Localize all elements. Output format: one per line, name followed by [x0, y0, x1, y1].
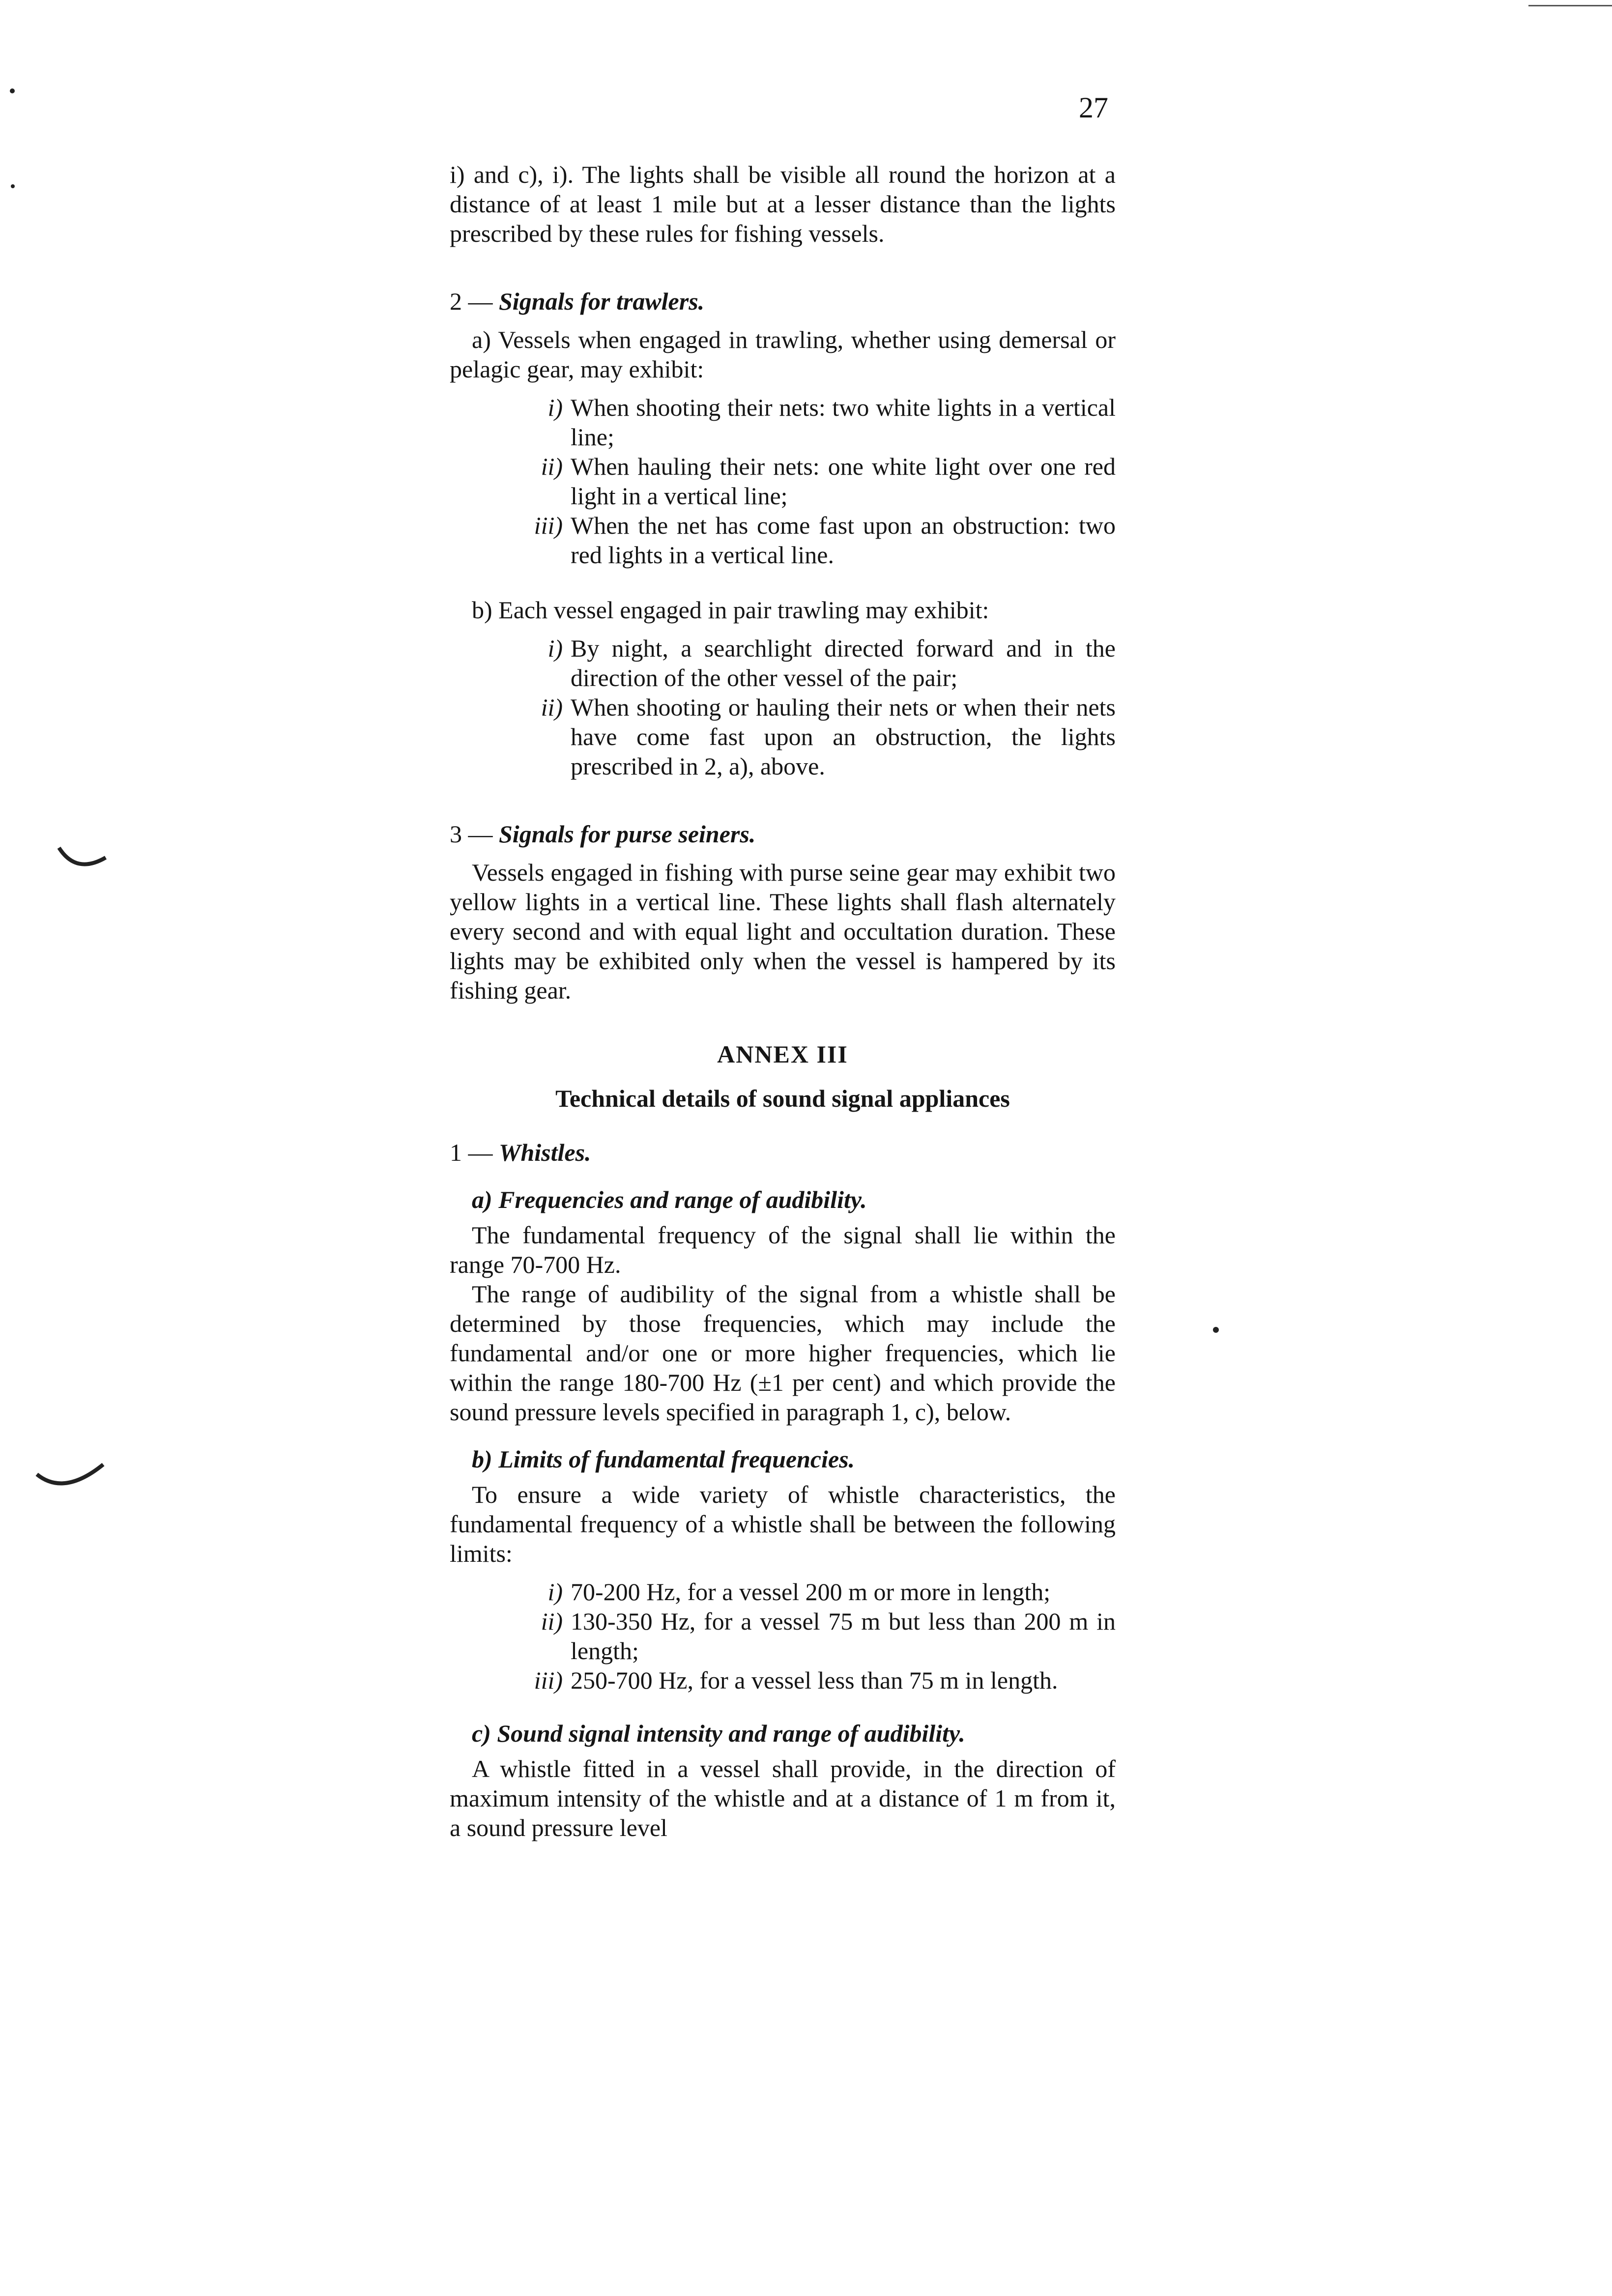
section-2b-text: b) Each vessel engaged in pair trawling may exhibit: [472, 596, 989, 624]
list-item [450, 1665, 1116, 1695]
list-item-label: i) [547, 394, 563, 421]
section-3-title: Signals for purse seiners. [499, 820, 756, 848]
subsection-a-title: a) Frequencies and range of audibility. [472, 1186, 867, 1213]
subsection-c-paragraph-1: A whistle fitted in a vessel shall provide, in the direction of maximum intensity of the whistle and at a distance of 1 m from it, a sound pressure level [450, 1755, 1116, 1841]
section-2a-text: a) Vessels when engaged in trawling, whether using demersal or pelagic gear, may exhibit: [450, 326, 1116, 383]
section-2b-list [450, 633, 1116, 781]
annex-section-1-heading [450, 1138, 1116, 1167]
scan-curve-mark [34, 1455, 108, 1504]
list-item-label: ii) [541, 453, 563, 480]
list-item-label: i) [547, 634, 563, 662]
list-item [450, 1577, 1116, 1607]
scan-dot [11, 184, 15, 188]
list-item [450, 633, 1116, 692]
annex-section-1-number: 1 — [450, 1139, 493, 1166]
section-3-heading [450, 819, 1116, 849]
list-item [450, 692, 1116, 781]
list-item-text: When shooting their nets: two white lights in a vertical line; [571, 394, 1116, 451]
list-item-text: 70-200 Hz, for a vessel 200 m or more in length; [571, 1578, 1051, 1606]
list-item-label: i) [547, 1578, 563, 1606]
scan-dot [1213, 1327, 1219, 1333]
subsection-c-title: c) Sound signal intensity and range of audibility. [472, 1720, 965, 1747]
annex-subtitle: Technical details of sound signal appliances [555, 1085, 1010, 1112]
list-item-label: ii) [541, 1607, 563, 1635]
list-item-text: By night, a searchlight directed forward and in the direction of the other vessel of the pair; [571, 634, 1116, 691]
list-item-text: 130-350 Hz, for a vessel 75 m but less than 200 m in length; [571, 1607, 1116, 1665]
subsection-b-paragraph-1: To ensure a wide variety of whistle characteristics, the fundamental frequency of a whistle shall be between the following limits: [450, 1481, 1116, 1567]
list-item-text: When the net has come fast upon an obstruction: two red lights in a vertical line. [571, 512, 1116, 569]
page-number: 27 [1079, 91, 1108, 124]
list-item [450, 452, 1116, 511]
list-item-label: ii) [541, 693, 563, 721]
section-3-text: Vessels engaged in fishing with purse seine gear may exhibit two yellow lights in a vertical line. These lights shall flash alternately every second and with equal light and occultation duration. These lights may be exhibited only when the vessel is hampered by its fishing gear. [450, 859, 1116, 1004]
annex-section-1-title: Whistles. [499, 1139, 591, 1166]
page-content [450, 160, 1116, 1842]
list-item-text: 250-700 Hz, for a vessel less than 75 m in length. [571, 1666, 1058, 1694]
subsection-a-paragraph-1: The fundamental frequency of the signal shall lie within the range 70-700 Hz. [450, 1221, 1116, 1278]
intro-paragraph: i) and c), i). The lights shall be visible all round the horizon at a distance of at least 1 mile but at a lesser distance than the lights prescribed by these rules for fishing vessels. [450, 161, 1116, 247]
section-2a-list [450, 393, 1116, 570]
subsection-b-title: b) Limits of fundamental frequencies. [472, 1445, 855, 1473]
list-item [450, 511, 1116, 570]
section-2-number: 2 — [450, 287, 493, 315]
section-2-heading [450, 287, 1116, 316]
list-item [450, 1607, 1116, 1665]
scan-dot [10, 88, 15, 93]
annex-title: ANNEX III [717, 1040, 848, 1068]
list-item-label: iii) [534, 1666, 563, 1694]
list-item-text: When shooting or hauling their nets or when their nets have come fast upon an obstruction, the lights prescribed in 2, a), above. [571, 693, 1116, 780]
list-item-label: iii) [534, 512, 563, 539]
scan-curve-mark [57, 840, 111, 885]
list-item [450, 393, 1116, 452]
subsection-a-paragraph-2: The range of audibility of the signal from a whistle shall be determined by those frequencies, which may include the fundamental and/or one or more higher frequencies, which lie within the range 180-700 Hz (±1 per cent) and which provide the sound pressure levels specified in paragraph 1, c), below. [450, 1280, 1116, 1426]
section-3-number: 3 — [450, 820, 493, 848]
section-2-title: Signals for trawlers. [499, 287, 705, 315]
subsection-b-list [450, 1577, 1116, 1695]
list-item-text: When hauling their nets: one white light over one red light in a vertical line; [571, 453, 1116, 510]
edge-line [1528, 5, 1612, 6]
